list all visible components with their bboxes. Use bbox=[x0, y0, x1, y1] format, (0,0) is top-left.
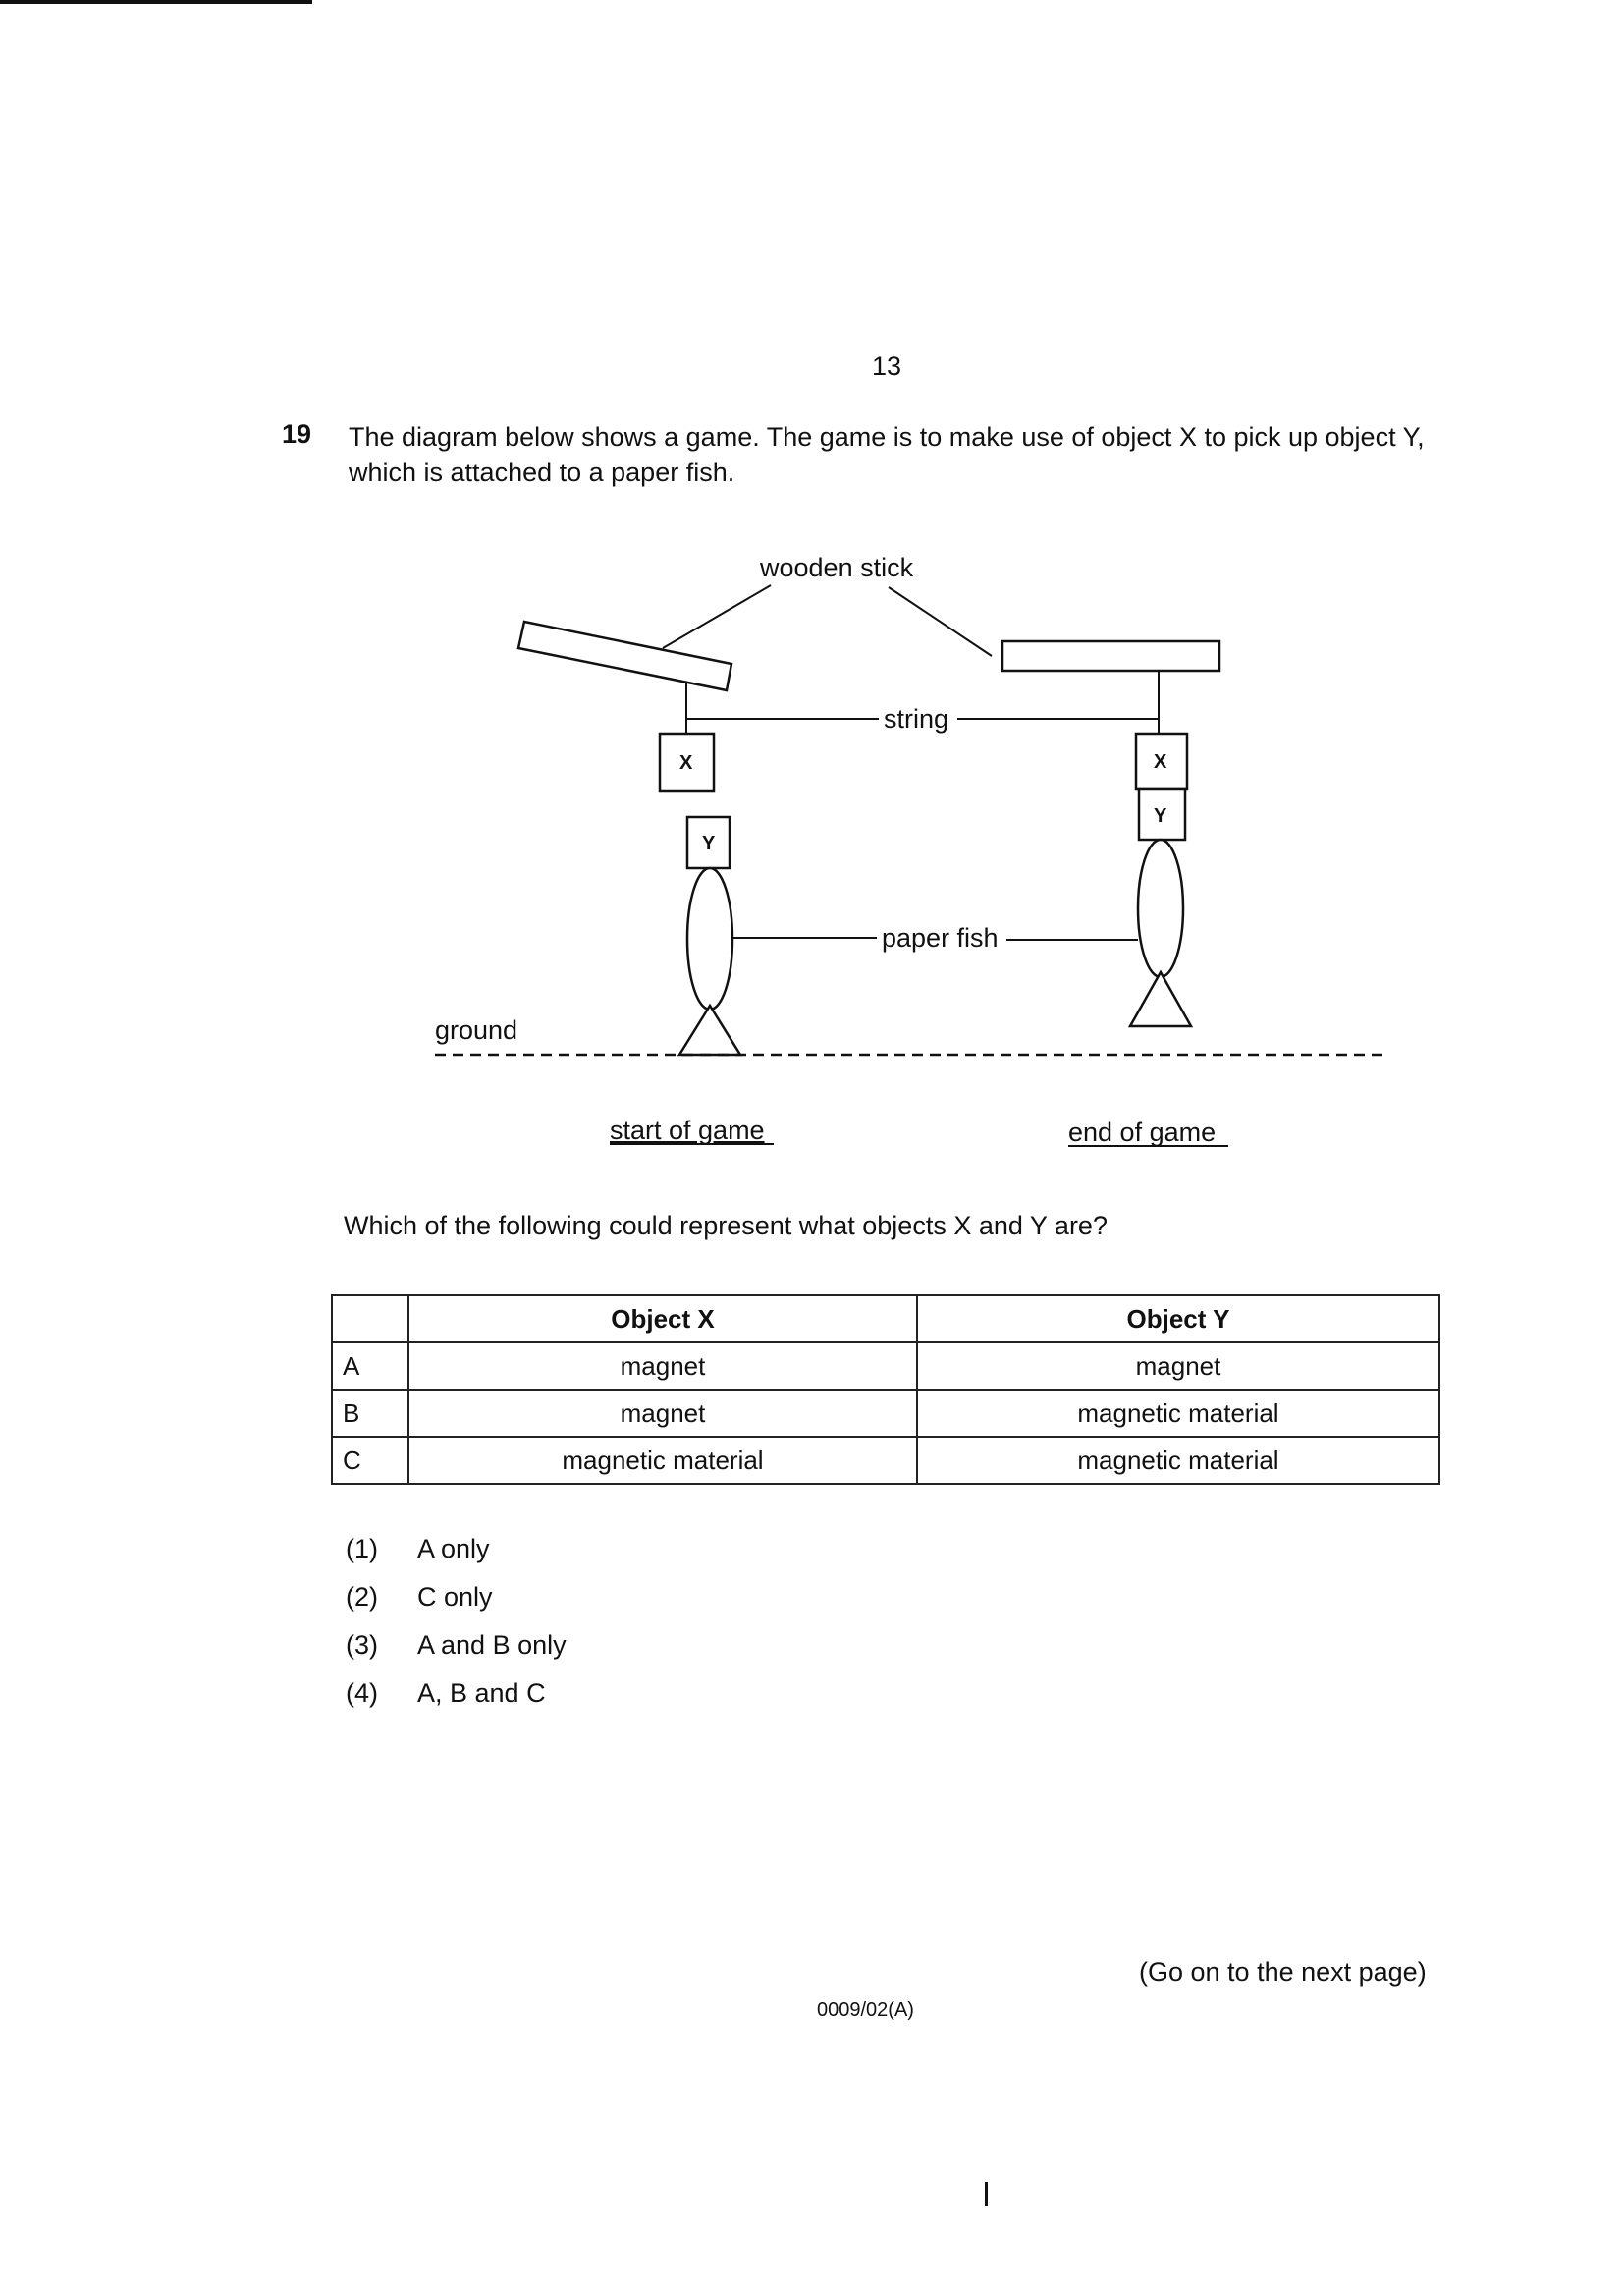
paper-fish-tail-right bbox=[1130, 972, 1191, 1026]
table-row bbox=[332, 1437, 1439, 1484]
option-4[interactable] bbox=[346, 1678, 567, 1726]
option-1[interactable] bbox=[346, 1534, 567, 1582]
option-text: A and B only bbox=[417, 1630, 567, 1660]
table-row bbox=[332, 1390, 1439, 1437]
label-x-left: X bbox=[679, 752, 693, 774]
header-blank bbox=[332, 1295, 408, 1342]
answer-options bbox=[346, 1534, 567, 1726]
row-object-x: magnetic material bbox=[408, 1437, 917, 1484]
label-y-right: Y bbox=[1154, 805, 1167, 827]
row-letter: B bbox=[332, 1390, 408, 1437]
label-y-left: Y bbox=[702, 833, 716, 854]
question-text: The diagram below shows a game. The game is to make use of object X to pick up object Y, which is attached to a paper fish. bbox=[349, 422, 1425, 487]
answer-table bbox=[331, 1294, 1440, 1485]
wooden-stick-left bbox=[518, 622, 731, 690]
paper-fish-tail-left bbox=[679, 1006, 740, 1055]
row-object-x: magnet bbox=[408, 1390, 917, 1437]
option-3[interactable] bbox=[346, 1630, 567, 1678]
option-number: (2) bbox=[346, 1582, 378, 1612]
option-text: C only bbox=[417, 1582, 493, 1612]
wooden-stick-right bbox=[1002, 641, 1219, 671]
label-x-right: X bbox=[1154, 751, 1167, 773]
label-ground: ground bbox=[435, 1015, 518, 1045]
table-header-row bbox=[332, 1295, 1439, 1342]
row-letter: C bbox=[332, 1437, 408, 1484]
label-wooden-stick: wooden stick bbox=[760, 553, 914, 582]
option-2[interactable] bbox=[346, 1582, 567, 1630]
row-object-y: magnet bbox=[917, 1342, 1439, 1390]
header-object-y: Object Y bbox=[917, 1295, 1439, 1342]
option-text: A, B and C bbox=[417, 1678, 546, 1708]
question-number: 19 bbox=[282, 419, 312, 449]
option-number: (3) bbox=[346, 1630, 378, 1660]
bottom-mark bbox=[985, 2182, 988, 2206]
caption-start: start of game bbox=[610, 1116, 765, 1145]
row-object-y: magnetic material bbox=[917, 1390, 1439, 1437]
row-letter: A bbox=[332, 1342, 408, 1390]
question-prompt: Which of the following could represent what objects X and Y are? bbox=[344, 1211, 1108, 1240]
pointer-stick-right bbox=[889, 587, 992, 656]
caption-end: end of game bbox=[1068, 1118, 1217, 1147]
next-page-note: (Go on to the next page) bbox=[1139, 1957, 1427, 1987]
pointer-stick-left bbox=[663, 585, 771, 648]
paper-fish-body-left bbox=[687, 868, 732, 1010]
page-number: 13 bbox=[872, 352, 902, 381]
table-row bbox=[332, 1342, 1439, 1390]
paper-code: 0009/02(A) bbox=[817, 1999, 914, 2021]
label-paper-fish: paper fish bbox=[882, 923, 999, 953]
header-object-x: Object X bbox=[408, 1295, 917, 1342]
option-text: A only bbox=[417, 1534, 490, 1563]
row-object-x: magnet bbox=[408, 1342, 917, 1390]
option-number: (4) bbox=[346, 1678, 378, 1708]
option-number: (1) bbox=[346, 1534, 378, 1563]
label-string: string bbox=[884, 704, 949, 734]
paper-fish-body-right bbox=[1138, 840, 1183, 977]
row-object-y: magnetic material bbox=[917, 1437, 1439, 1484]
